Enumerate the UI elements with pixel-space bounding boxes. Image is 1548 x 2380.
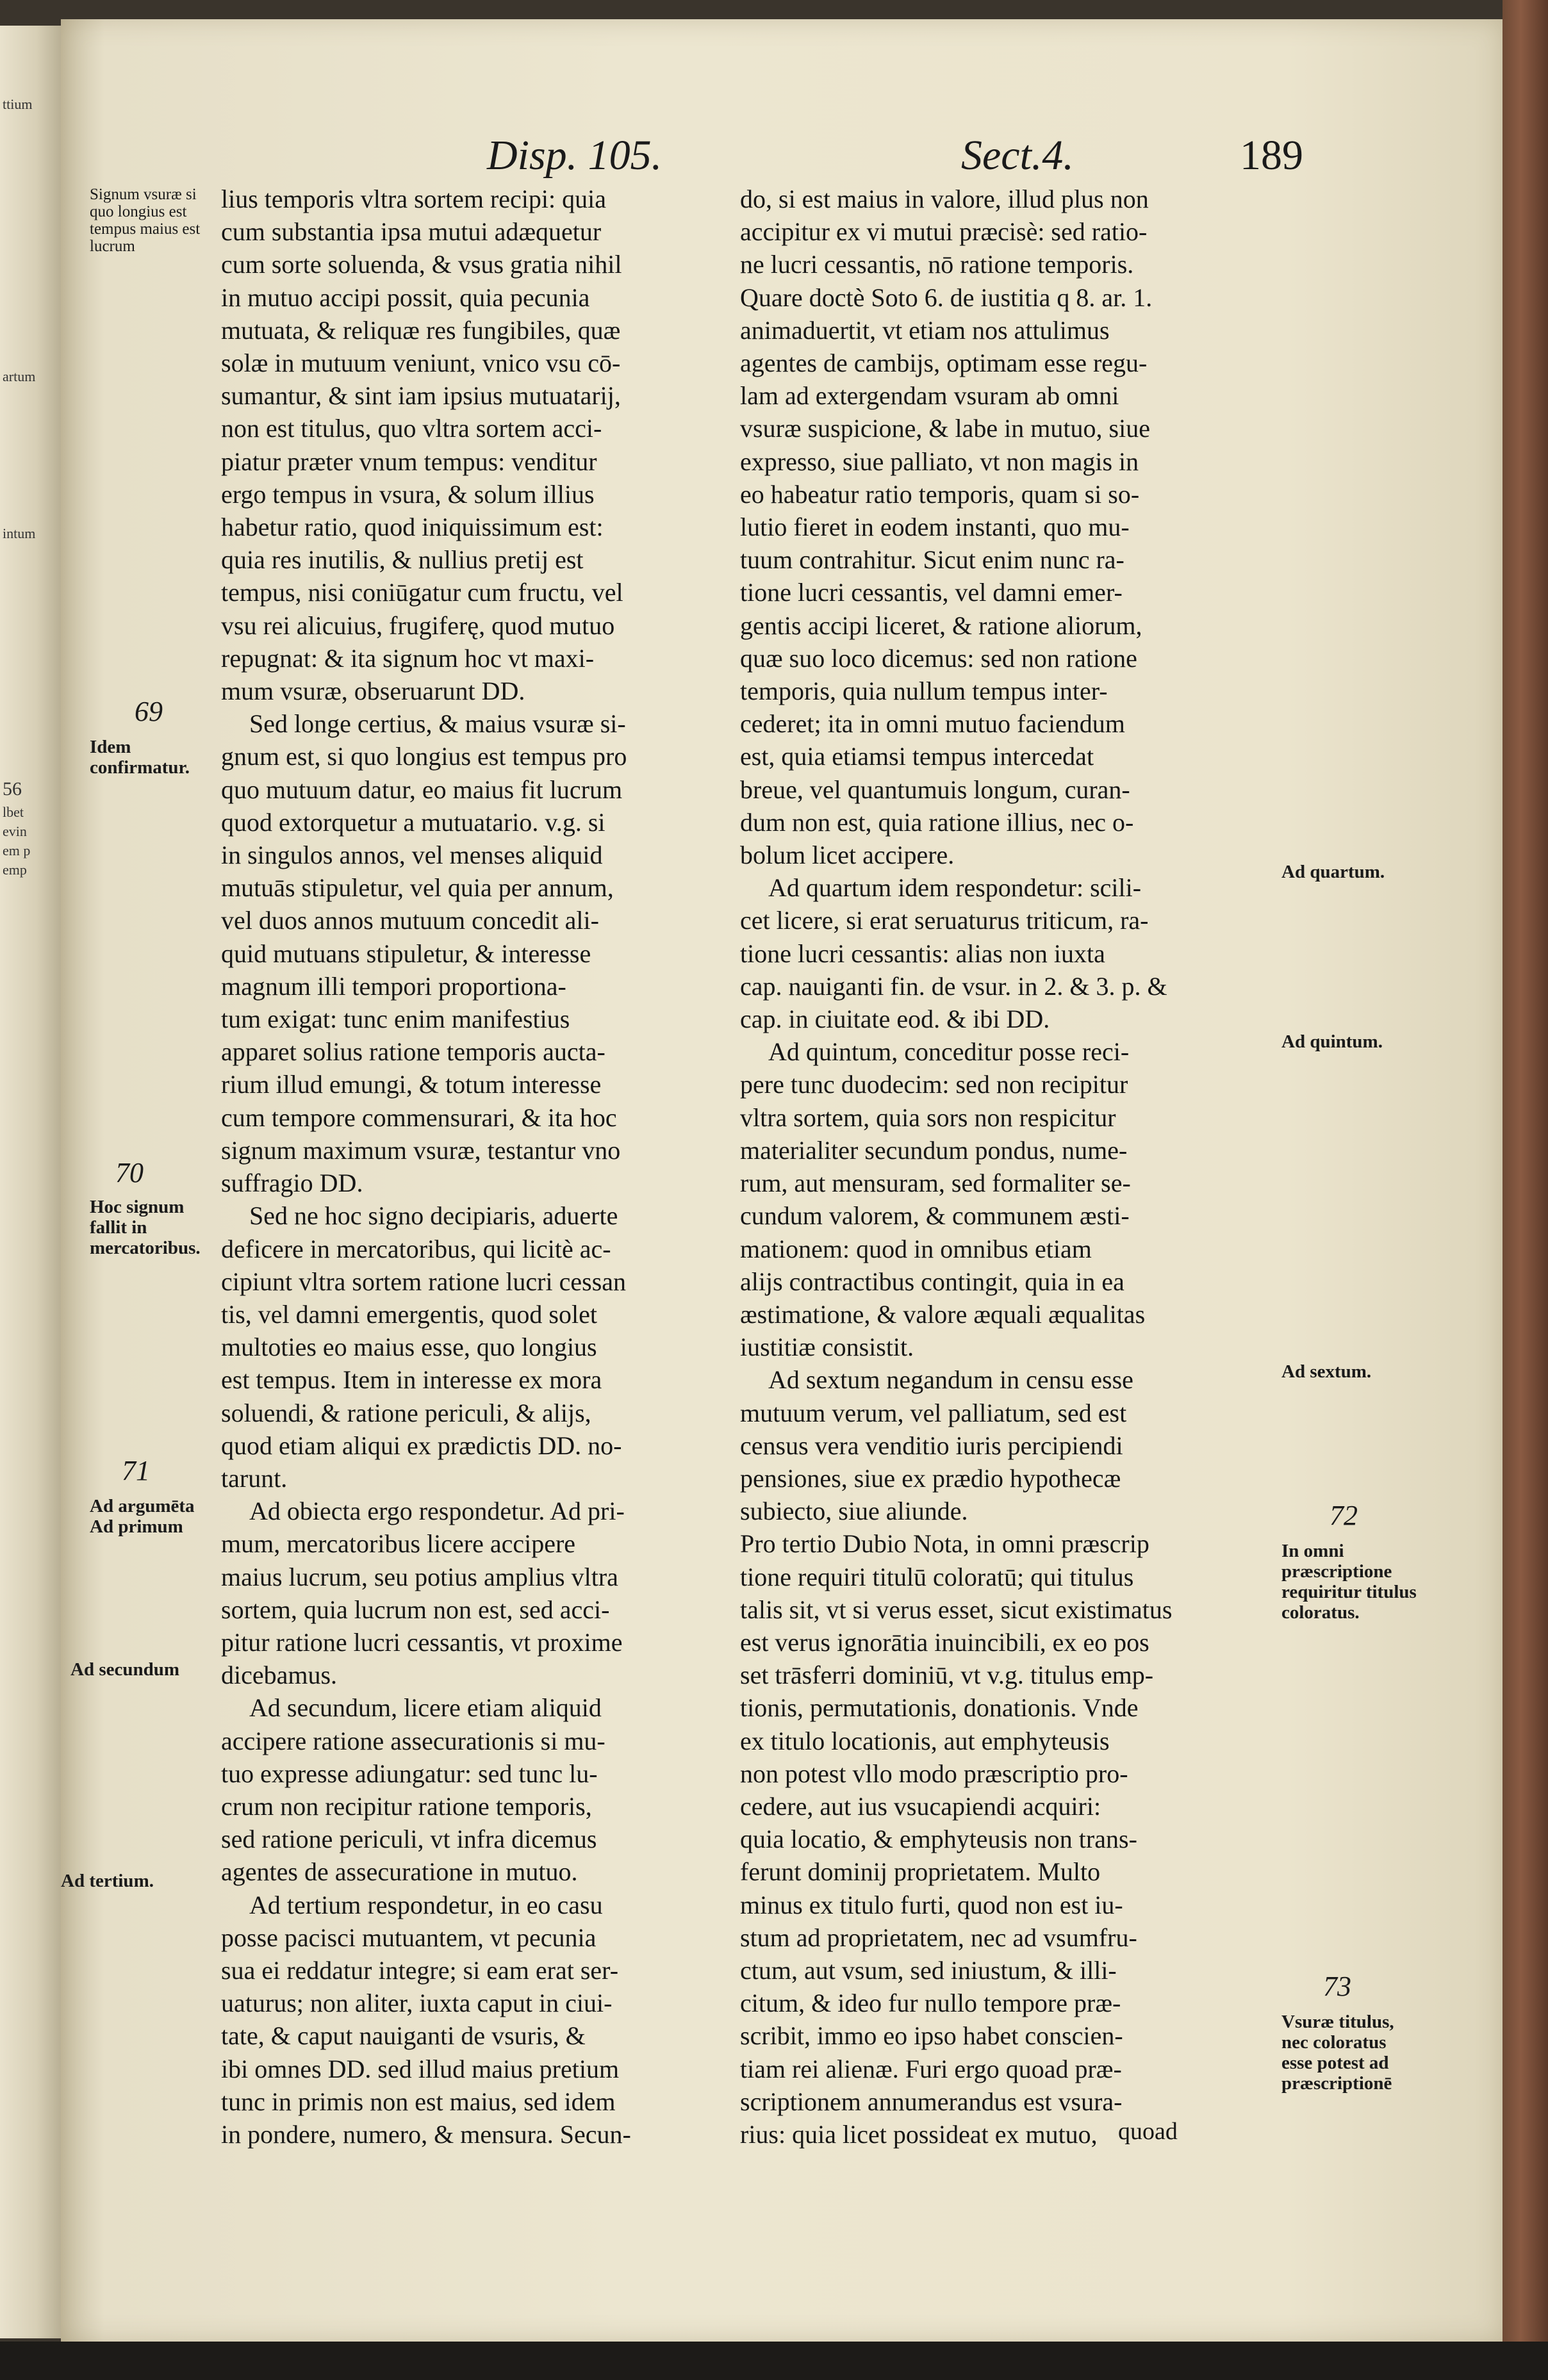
text-line: piatur præter vnum tempus: venditur	[221, 447, 597, 476]
facing-page-fragment: em p	[3, 842, 31, 858]
text-line: vltra sortem, quia sors non respicitur	[740, 1103, 1116, 1132]
text-line: sortem, quia lucrum non est, sed acci-	[221, 1595, 610, 1624]
text-line: talis sit, vt si verus esset, sicut existimatus	[740, 1595, 1173, 1624]
catchword: quoad	[1118, 2118, 1178, 2145]
text-line: quæ suo loco dicemus: sed non ratione	[740, 643, 1137, 673]
page-number: 189	[1240, 132, 1303, 179]
text-line: tione lucri cessantis, vel damni emer-	[740, 578, 1123, 607]
text-line: tate, & caput nauiganti de vsuris, &	[221, 2021, 586, 2051]
marginal-number-69: 69	[135, 696, 163, 727]
text-line: quo mutuum datur, eo maius fit lucrum	[221, 775, 623, 804]
text-line: set trāsferri dominiū, vt v.g. titulus emp-	[740, 1661, 1154, 1690]
text-line: ferunt dominij proprietatem. Multo	[740, 1857, 1101, 1887]
text-line: tuum contrahitur. Sicut enim nunc ra-	[740, 545, 1124, 575]
text-line: pitur ratione lucri cessantis, vt proxime	[221, 1627, 623, 1657]
text-line: ergo tempus in vsura, & solum illius	[221, 479, 595, 509]
facing-page-fragment: artum	[3, 368, 36, 384]
text-line: in singulos annos, vel menses aliquid	[221, 841, 603, 870]
facing-page-fragment: emp	[3, 862, 27, 878]
text-line: gnum est, si quo longius est tempus pro	[221, 742, 627, 771]
text-line: vsuræ suspicione, & labe in mutuo, siue	[740, 414, 1150, 443]
running-head-disputation: Disp. 105.	[487, 132, 663, 179]
text-line: temporis, quia nullum tempus inter-	[740, 677, 1108, 706]
text-line: suffragio DD.	[221, 1169, 363, 1198]
text-line: quia locatio, & emphyteusis non trans-	[740, 1825, 1137, 1854]
marginal-note-confirmatur: Idem confirmatur.	[90, 737, 190, 778]
text-line: materialiter secundum pondus, nume-	[740, 1135, 1128, 1165]
text-line: dum non est, quia ratione illius, nec o-	[740, 807, 1134, 837]
text-line: Sed ne hoc signo decipiaris, aduerte	[249, 1201, 618, 1231]
text-line: Ad secundum, licere etiam aliquid	[249, 1693, 602, 1723]
text-line: non est titulus, quo vltra sortem acci-	[221, 414, 602, 443]
facing-page-fragment: intum	[3, 525, 36, 541]
text-line: magnum illi tempori proportiona-	[221, 971, 566, 1001]
text-line: quod extorquetur a mutuatario. v.g. si	[221, 807, 605, 837]
text-line: quid mutuans stipuletur, & interesse	[221, 939, 591, 968]
text-line: repugnat: & ita signum hoc vt maxi-	[221, 643, 595, 673]
scan-bottom-edge	[0, 2342, 1548, 2380]
text-line: expresso, siue palliato, vt non magis in	[740, 447, 1139, 476]
text-line: iustitiæ consistit.	[740, 1333, 914, 1362]
text-line: posse pacisci mutuantem, vt pecunia	[221, 1923, 597, 1952]
marginal-note-titulus-coloratus: In omni præscriptione requiritur titulus coloratus.	[1281, 1541, 1417, 1623]
text-line: dicebamus.	[221, 1661, 338, 1690]
marginal-note-ad-secundum: Ad secundum	[70, 1659, 180, 1680]
running-head-section: Sect.4.	[961, 132, 1074, 179]
text-line: mum vsuræ, obseruarunt DD.	[221, 677, 525, 706]
text-line: tione lucri cessantis: alias non iuxta	[740, 939, 1105, 968]
text-line: do, si est maius in valore, illud plus non	[740, 185, 1149, 213]
text-line: in pondere, numero, & mensura. Secun-	[221, 2119, 631, 2149]
text-line: scriptionem annumerandus est vsura-	[740, 2087, 1123, 2116]
text-line: deficere in mercatoribus, qui licitè ac-	[221, 1234, 611, 1263]
facing-page-fragment: lbet	[3, 804, 24, 820]
facing-page-edge	[0, 26, 61, 2338]
text-line: in mutuo accipi possit, quia pecunia	[221, 283, 590, 312]
text-line: pensiones, siue ex prædio hypothecæ	[740, 1463, 1121, 1493]
text-line: æstimatione, & valore æquali æqualitas	[740, 1299, 1146, 1329]
text-line: cet licere, si erat seruaturus triticum, ra-	[740, 906, 1149, 935]
text-line: Sed longe certius, & maius vsuræ si-	[249, 709, 626, 739]
text-line: sua ei reddatur integre; si eam erat ser-	[221, 1955, 619, 1985]
text-line: ne lucri cessantis, nō ratione temporis.	[740, 250, 1134, 279]
text-line: agentes de assecuratione in mutuo.	[221, 1857, 578, 1887]
text-line: tiam rei alienæ. Furi ergo quoad præ-	[740, 2054, 1122, 2083]
text-line: mutuum verum, vel palliatum, sed est	[740, 1398, 1127, 1427]
text-line: rium illud emungi, & totum interesse	[221, 1070, 602, 1099]
text-line: Quare doctè Soto 6. de iustitia q 8. ar. 1.	[740, 283, 1153, 312]
text-line: minus ex titulo furti, quod non est iu-	[740, 1890, 1123, 1919]
text-line: habetur ratio, quod iniquissimum est:	[221, 513, 604, 542]
text-line: tum exigat: tunc enim manifestius	[221, 1005, 570, 1034]
left-text-column	[221, 183, 734, 2151]
text-line: cap. nauiganti fin. de vsur. in 2. & 3. p. &	[740, 971, 1167, 1001]
text-line: accipitur ex vi mutui præcisè: sed ratio-	[740, 217, 1148, 247]
text-line: mutuās stipuletur, vel quia per annum,	[221, 873, 614, 903]
text-line: apparet solius ratione temporis aucta-	[221, 1037, 605, 1067]
text-line: soluendi, & ratione periculi, & alijs,	[221, 1398, 591, 1427]
text-line: Pro tertio Dubio Nota, in omni præscrip	[740, 1529, 1149, 1559]
text-line: Ad quintum, conceditur posse reci-	[768, 1037, 1130, 1067]
text-line: lutio fieret in eodem instanti, quo mu-	[740, 513, 1130, 542]
marginal-number-72: 72	[1330, 1500, 1358, 1531]
facing-page-fragment: 56	[3, 778, 22, 800]
text-line: ctum, aut vsum, sed iniustum, & illi-	[740, 1955, 1117, 1985]
text-line: alijs contractibus contingit, quia in ea	[740, 1267, 1124, 1296]
marginal-note-ad-argumenta: Ad argumēta Ad primum	[90, 1496, 195, 1537]
text-line: cum substantia ipsa mutui adæquetur	[221, 217, 602, 247]
text-line: subiecto, siue aliunde.	[740, 1497, 968, 1526]
text-line: ibi omnes DD. sed illud maius pretium	[221, 2054, 620, 2083]
right-text-column	[740, 183, 1281, 2151]
text-line: tione requiri titulū coloratū; qui titulus	[740, 1562, 1134, 1591]
marginal-note-ad-quintum: Ad quintum.	[1281, 1031, 1383, 1052]
text-line: est verus ignorātia inuincibili, ex eo pos	[740, 1627, 1149, 1657]
marginal-number-73: 73	[1323, 1971, 1351, 2002]
text-line: cederet; ita in omni mutuo faciendum	[740, 709, 1125, 739]
text-line: cipiunt vltra sortem ratione lucri cessan	[221, 1267, 627, 1296]
facing-page-fragment: evin	[3, 823, 27, 839]
text-line: Ad quartum idem respondetur: scili-	[768, 873, 1142, 903]
book-spine	[1503, 0, 1548, 2380]
text-line: Ad obiecta ergo respondetur. Ad pri-	[249, 1497, 625, 1526]
text-line: scribit, immo eo ipso habet conscien-	[740, 2021, 1123, 2051]
text-line: lius temporis vltra sortem recipi: quia	[221, 185, 606, 213]
text-line: solæ in mutuum veniunt, vnico vsu cō-	[221, 349, 621, 378]
marginal-note-ad-tertium: Ad tertium.	[61, 1871, 154, 1891]
marginal-note-mercatoribus: Hoc signum fallit in mercatoribus.	[90, 1197, 201, 1258]
text-line: sumantur, & sint iam ipsius mutuatarij,	[221, 381, 621, 411]
text-line: cum tempore commensurari, & ita hoc	[221, 1103, 617, 1132]
text-line: cap. in ciuitate eod. & ibi DD.	[740, 1005, 1050, 1034]
text-line: quia res inutilis, & nullius pretij est	[221, 545, 584, 575]
text-line: tuo expresse adiungatur: sed tunc lu-	[221, 1759, 598, 1788]
text-line: mum, mercatoribus licere accipere	[221, 1529, 576, 1559]
text-line: crum non recipitur ratione temporis,	[221, 1791, 592, 1821]
text-line: tionis, permutationis, donationis. Vnde	[740, 1693, 1139, 1723]
text-line: cum sorte soluenda, & vsus gratia nihil	[221, 250, 622, 279]
text-line: est, quia etiamsi tempus intercedat	[740, 742, 1094, 771]
marginal-note-vsurae-titulus: Vsuræ titulus, nec coloratus esse potest ad præscriptionē	[1281, 2012, 1394, 2094]
text-line: tarunt.	[221, 1463, 288, 1493]
text-line: quod etiam aliqui ex prædictis DD. no-	[221, 1431, 622, 1460]
text-line: cundum valorem, & communem æsti-	[740, 1201, 1130, 1231]
marginal-number-71: 71	[122, 1455, 150, 1486]
text-line: eo habeatur ratio temporis, quam si so-	[740, 479, 1140, 509]
text-line: agentes de cambijs, optimam esse regu-	[740, 349, 1148, 378]
text-line: uaturus; non aliter, iuxta caput in ciui-	[221, 1989, 613, 2018]
text-line: breue, vel quantumuis longum, curan-	[740, 775, 1130, 804]
text-line: census vera venditio iuris percipiendi	[740, 1431, 1123, 1460]
text-line: vel duos annos mutuum concedit ali-	[221, 906, 599, 935]
text-line: multoties eo maius esse, quo longius	[221, 1333, 597, 1362]
text-line: gentis accipi liceret, & ratione aliorum,	[740, 611, 1142, 640]
text-line: Ad sextum negandum in censu esse	[768, 1365, 1133, 1395]
text-line: pere tunc duodecim: sed non recipitur	[740, 1070, 1128, 1099]
marginal-number-70: 70	[115, 1157, 144, 1188]
marginal-note-ad-quartum: Ad quartum.	[1281, 862, 1385, 882]
marginal-note-signum: Signum vsuræ si quo longius est tempus maius est lucrum	[90, 186, 201, 255]
text-line: rius: quia licet possideat ex mutuo,	[740, 2119, 1098, 2149]
text-line: lam ad extergendam vsuram ab omni	[740, 381, 1119, 411]
text-line: accipere ratione assecurationis si mu-	[221, 1726, 605, 1755]
facing-page-fragment: ttium	[3, 96, 33, 112]
text-line: mationem: quod in omnibus etiam	[740, 1234, 1092, 1263]
text-line: non potest vllo modo præscriptio pro-	[740, 1759, 1128, 1788]
text-line: stum ad proprietatem, nec ad vsumfru-	[740, 1923, 1137, 1952]
text-line: Ad tertium respondetur, in eo casu	[249, 1890, 603, 1919]
text-line: citum, & ideo fur nullo tempore præ-	[740, 1989, 1121, 2018]
text-line: sed ratione periculi, vt infra dicemus	[221, 1825, 597, 1854]
text-line: animaduertit, vt etiam nos attulimus	[740, 315, 1110, 345]
text-line: est tempus. Item in interesse ex mora	[221, 1365, 602, 1395]
text-line: signum maximum vsuræ, testantur vno	[221, 1135, 621, 1165]
text-line: maius lucrum, seu potius amplius vltra	[221, 1562, 618, 1591]
text-line: mutuata, & reliquæ res fungibiles, quæ	[221, 315, 621, 345]
text-line: ex titulo locationis, aut emphyteusis	[740, 1726, 1110, 1755]
text-line: tempus, nisi coniūgatur cum fructu, vel	[221, 578, 623, 607]
text-line: vsu rei alicuius, frugiferę, quod mutuo	[221, 611, 615, 640]
text-line: tunc in primis non est maius, sed idem	[221, 2087, 616, 2116]
text-line: rum, aut mensuram, sed formaliter se-	[740, 1169, 1131, 1198]
text-line: tis, vel damni emergentis, quod solet	[221, 1299, 597, 1329]
marginal-note-ad-sextum: Ad sextum.	[1281, 1361, 1372, 1382]
text-line: cedere, aut ius vsucapiendi acquiri:	[740, 1791, 1101, 1821]
text-line: bolum licet accipere.	[740, 841, 955, 870]
